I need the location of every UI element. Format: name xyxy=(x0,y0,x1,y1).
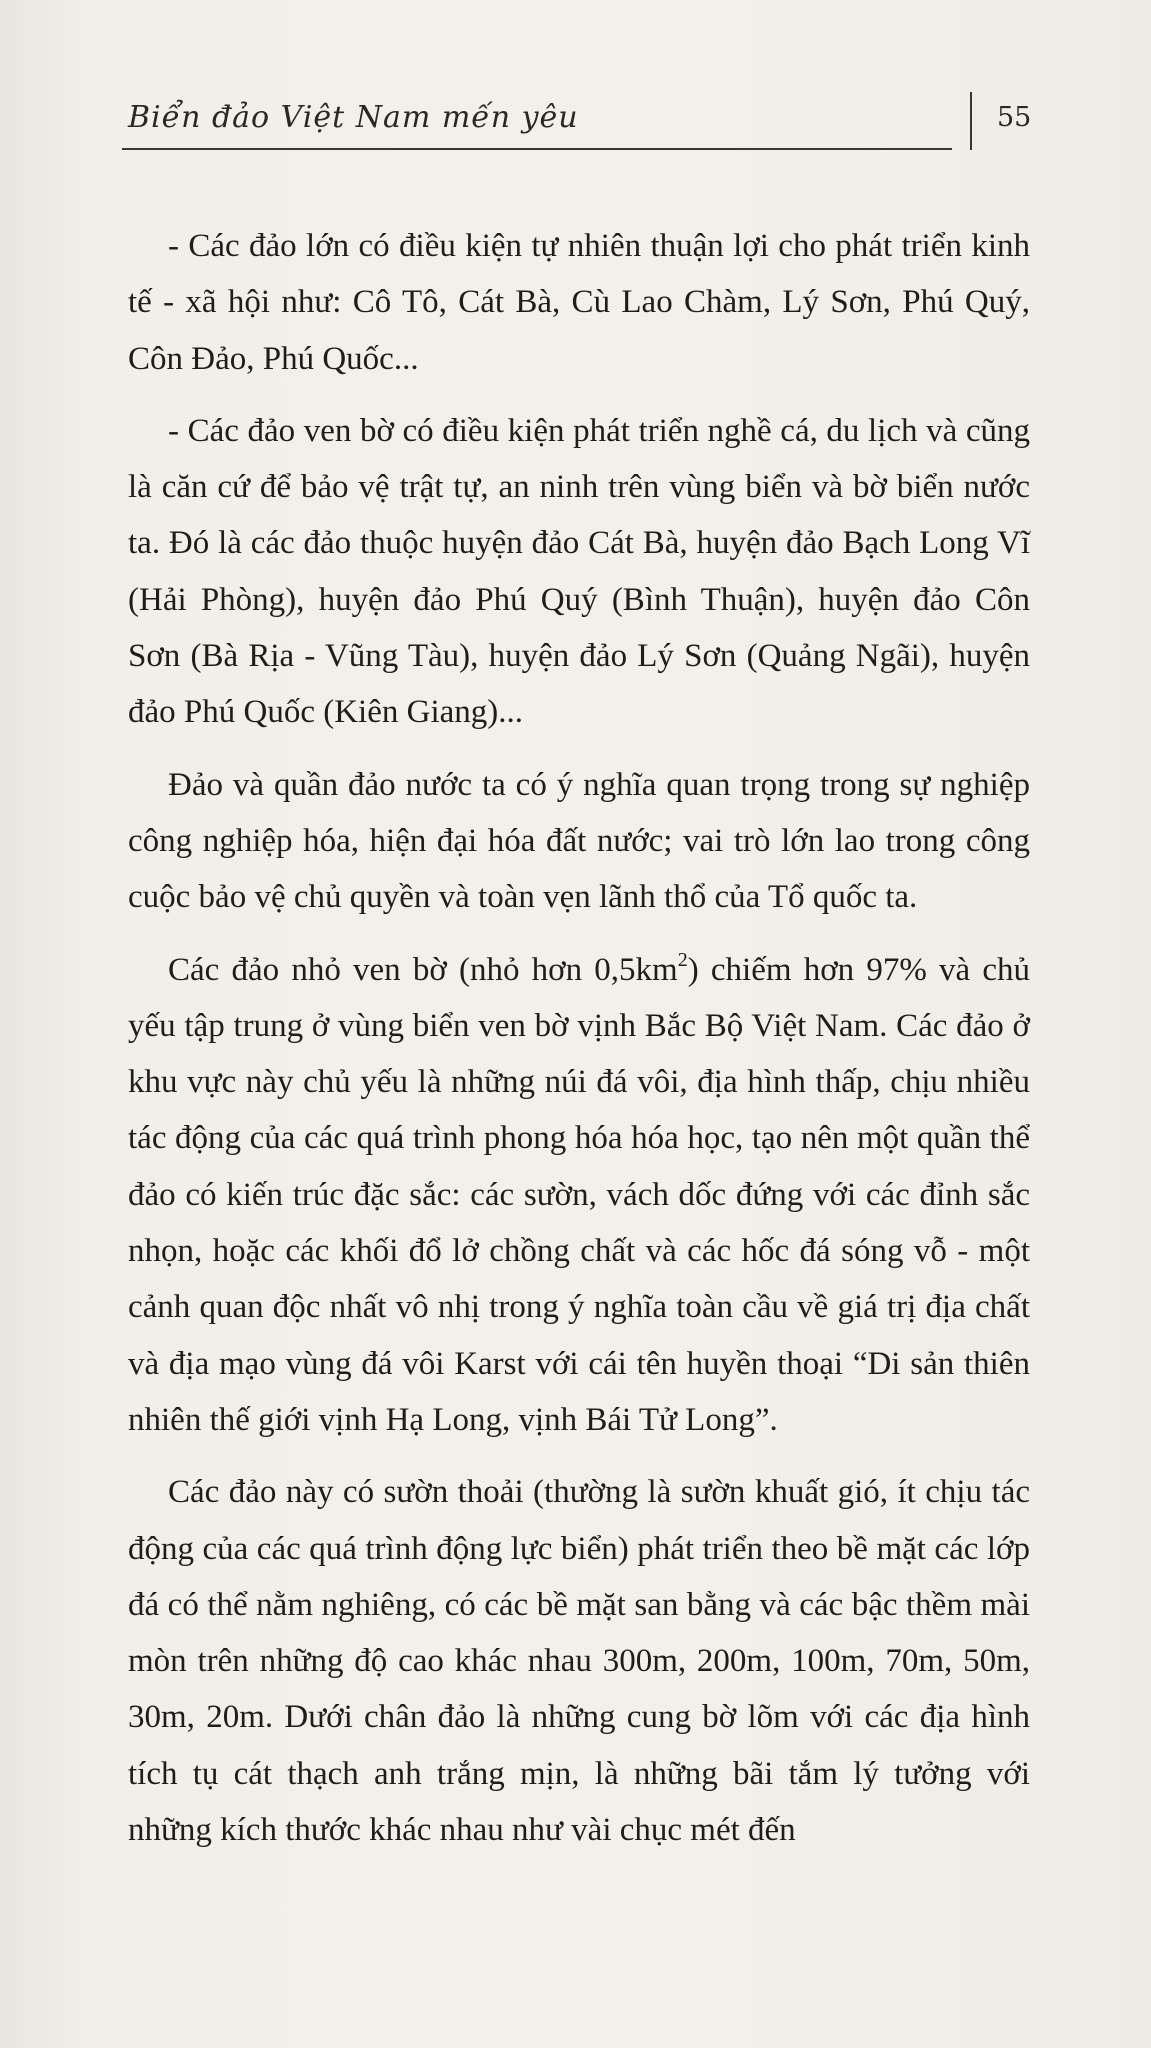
body-text xyxy=(128,218,1030,1874)
superscript: 2 xyxy=(677,948,688,971)
header-rule xyxy=(122,148,952,150)
paragraph xyxy=(128,942,1030,1449)
paragraph: - Các đảo ven bờ có điều kiện phát triển nghề cá, du lịch và cũng là căn cứ để bảo vệ trật tự, an ninh trên vùng biển và bờ biển nước ta. Đó là các đảo thuộc huyện đảo Cát Bà, huyện đảo Bạch Long Vĩ (Hải Phòng), huyện đảo Phú Quý (Bình Thuận), huyện đảo Côn Sơn (Bà Rịa - Vũng Tàu), huyện đảo Lý Sơn (Quảng Ngãi), huyện đảo Phú Quốc (Kiên Giang)... xyxy=(128,412,1030,731)
paragraph: Đảo và quần đảo nước ta có ý nghĩa quan trọng trong sự nghiệp công nghiệp hóa, hiện đại hóa đất nước; vai trò lớn lao trong công cuộc bảo vệ chủ quyền và toàn vẹn lãnh thổ của Tổ quốc ta. xyxy=(128,766,1030,916)
paragraph-text: Các đảo nhỏ ven bờ (nhỏ hơn 0,5km xyxy=(168,951,678,988)
paragraph-text: ) chiếm hơn 97% và chủ yếu tập trung ở vùng biển ven bờ vịnh Bắc Bộ Việt Nam. Các đảo ở khu vực này chủ yếu là những núi đá vôi, địa hình thấp, chịu nhiều tác động của các quá trình phong hóa hóa học, tạo nên một quần thể đảo có kiến trúc đặc sắc: các sườn, vách dốc đứng với các đỉnh sắc nhọn, hoặc các khối đổ lở chồng chất và các hốc đá sóng vỗ - một cảnh quan độc nhất vô nhị trong ý nghĩa toàn cầu về giá trị địa chất và địa mạo vùng đá vôi Karst với cái tên huyền thoại “Di sản thiên nhiên thế giới vịnh Hạ Long, vịnh Bái Tử Long”. xyxy=(128,951,1030,1438)
page-header xyxy=(122,92,1042,162)
header-divider xyxy=(970,92,972,150)
page-number: 55 xyxy=(997,102,1032,133)
paragraph: Các đảo này có sườn thoải (thường là sườn khuất gió, ít chịu tác động của các quá trình động lực biển) phát triển theo bề mặt các lớp đá có thể nằm nghiêng, có các bề mặt san bằng và các bậc thềm mài mòn trên những độ cao khác nhau 300m, 200m, 100m, 70m, 50m, 30m, 20m. Dưới chân đảo là những cung bờ lõm với các địa hình tích tụ cát thạch anh trắng mịn, là những bãi tắm lý tưởng với những kích thước khác nhau như vài chục mét đến xyxy=(128,1474,1030,1849)
paragraph: - Các đảo lớn có điều kiện tự nhiên thuận lợi cho phát triển kinh tế - xã hội như: Cô Tô, Cát Bà, Cù Lao Chàm, Lý Sơn, Phú Quý, Côn Đảo, Phú Quốc... xyxy=(128,228,1030,377)
running-title: Biển đảo Việt Nam mến yêu xyxy=(128,100,579,135)
